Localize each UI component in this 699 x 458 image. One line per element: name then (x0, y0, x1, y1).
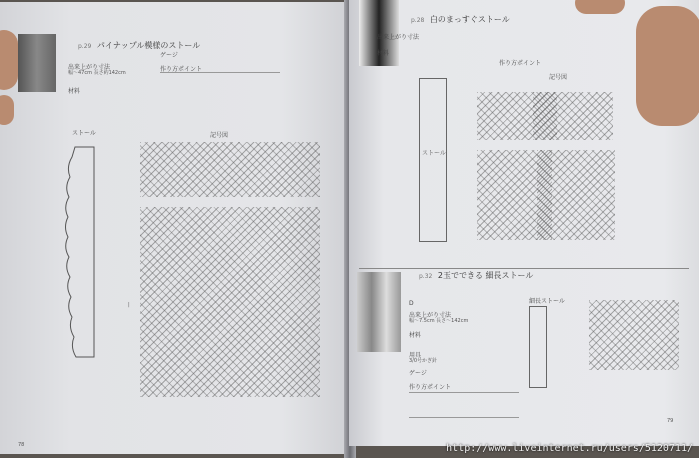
narrow-stole-photo (357, 272, 401, 352)
right-chart-4 (537, 150, 615, 240)
right-thumb (575, 0, 625, 14)
left-finger (0, 95, 14, 125)
s2-material-label: 材料 (409, 332, 422, 339)
left-page (0, 2, 352, 454)
s2-tools-value: 3/0号かぎ針 (409, 358, 438, 364)
white-stole-label: ストール (422, 150, 446, 157)
left-gauge-label: ゲージ (160, 52, 178, 59)
left-title-page: p.29 (78, 43, 92, 50)
right-points-label: 作り方ポイント (499, 60, 542, 67)
right-page-number: 79 (667, 418, 674, 424)
stole-outline-diagram (60, 142, 110, 372)
narrow-stole-outline (529, 306, 547, 388)
watermark-url: http://www.liveinternet.ru/users/5120711/ (446, 443, 693, 454)
left-page-number: 78 (18, 442, 25, 448)
left-chart-label: 記号図 (210, 132, 229, 139)
section2-letter: D (409, 300, 414, 307)
right-title-page: p.28 (411, 17, 425, 24)
s2-size-value: 幅～7.5cm 長さ～142cm (409, 318, 469, 324)
right-hand (636, 6, 699, 126)
s2-points-text-lines (409, 392, 519, 418)
chart-side-note: | (128, 302, 130, 308)
s2-size-label: 出来上がり寸法 (409, 312, 452, 319)
right-chart-label: 記号図 (549, 74, 568, 81)
right-title (411, 14, 510, 25)
left-size-value: 幅～47cm 長さ約142cm (68, 70, 126, 76)
left-points-label: 作り方ポイント (160, 66, 203, 73)
white-stole-diagram (419, 78, 447, 242)
section2-title-page: p.32 (419, 273, 433, 280)
left-title-text: パイナップル模様のストール (96, 41, 201, 50)
left-material-label: 材料 (68, 88, 81, 95)
section2-title-text: 2玉でできる 細長ストール (437, 271, 534, 280)
stole-photo-thumbnail (18, 34, 56, 92)
section-divider (359, 268, 689, 269)
right-material-label: 材料 (377, 50, 390, 57)
right-size-label: 出来上がり寸法 (377, 34, 420, 41)
left-thumb (0, 30, 18, 90)
right-title-text: 白のまっすぐストール (429, 15, 510, 24)
s2-tools-label: 用具 (409, 352, 422, 359)
left-title (78, 40, 200, 51)
section2-title (419, 270, 533, 281)
s2-chart-title: 細長ストール (529, 298, 565, 305)
left-size-label: 出来上がり寸法 (68, 64, 111, 71)
s2-gauge-label: ゲージ (409, 370, 427, 377)
right-chart-2 (533, 92, 613, 140)
crochet-chart-top (140, 142, 320, 197)
crochet-chart-main (140, 207, 320, 397)
left-points-text-lines (160, 72, 280, 87)
left-stole-label: ストール (72, 130, 96, 137)
s2-points-label: 作り方ポイント (409, 384, 452, 391)
narrow-stole-chart (589, 300, 679, 370)
